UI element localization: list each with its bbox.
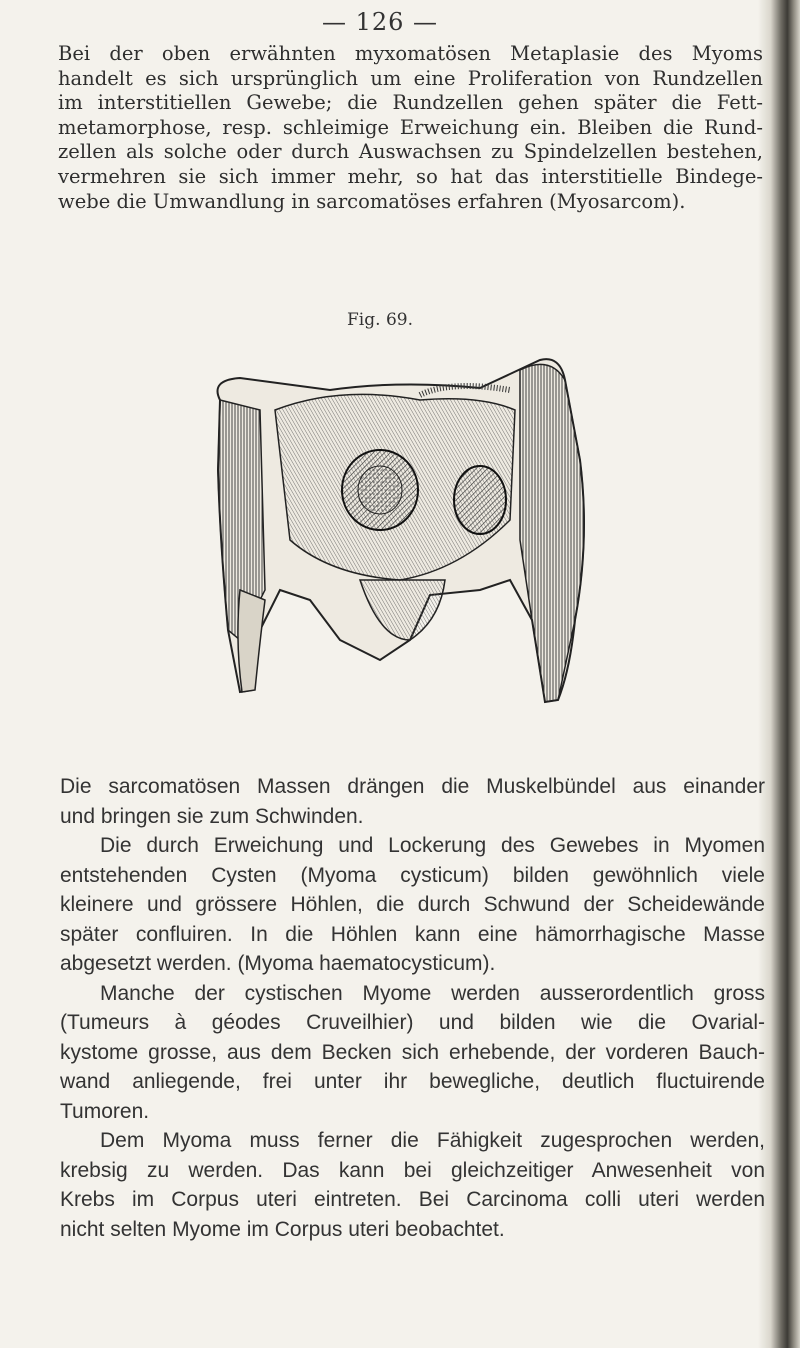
text-line: Tumoren. — [60, 1099, 150, 1123]
main-body-text — [60, 772, 765, 1244]
text-line: später confluiren. In die Höhlen kann eine hämorrhagische Masse — [60, 922, 765, 946]
text-line: vermehren sie sich immer mehr, so hat das interstitielle Bindege- — [58, 164, 763, 188]
text-line: nicht selten Myome im Corpus uteri beobachtet. — [60, 1217, 505, 1241]
text-line: kleinere und grössere Höhlen, die durch Schwund der Scheidewände — [60, 893, 765, 916]
figure-caption: Fig. 69. — [347, 310, 413, 330]
text-line: Die sarcomatösen Massen drängen die Muskelbündel aus einander — [60, 775, 765, 798]
page-number: — 126 — — [321, 8, 439, 36]
text-line: (Tumeurs à géodes Cruveilhier) und bilden wie die Ovarial- — [60, 1011, 765, 1034]
text-line: abgesetzt werden. (Myoma haematocysticum). — [60, 952, 496, 975]
figure-uterus-myoma-illustration — [180, 340, 620, 720]
text-line: und bringen sie zum Schwinden. — [60, 804, 364, 828]
text-line: zellen als solche oder durch Auswachsen zu Spindelzellen bestehen, — [58, 140, 763, 164]
text-line: Dem Myoma muss ferner die Fähigkeit zugesprochen werden, — [100, 1129, 765, 1152]
text-line: webe die Umwandlung in sarcomatöses erfahren (Myosarcom). — [58, 189, 686, 213]
text-line: kystome grosse, aus dem Becken sich erhebende, der vorderen Bauch- — [60, 1040, 765, 1064]
paragraph-myxomatous-metaplasia — [58, 42, 763, 214]
text-line: Bei der oben erwähnten myxomatösen Metaplasie des Myoms — [58, 42, 763, 65]
text-line: krebsig zu werden. Das kann bei gleichzeitiger Anwesenheit von — [60, 1158, 765, 1182]
text-line: entstehenden Cysten (Myoma cysticum) bilden gewöhnlich viele — [60, 863, 765, 887]
text-line: Die durch Erweichung und Lockerung des Gewebes in Myomen — [100, 834, 765, 857]
text-line: Krebs im Corpus uteri eintreten. Bei Carcinoma colli uteri werden — [60, 1188, 765, 1211]
text-line: handelt es sich ursprünglich um eine Proliferation von Rundzellen — [58, 66, 763, 90]
text-line: wand anliegende, frei unter ihr bewegliche, deutlich fluctuirende — [60, 1070, 765, 1093]
text-line: im interstitiellen Gewebe; die Rundzellen gehen später die Fett- — [58, 91, 763, 115]
text-line: metamorphose, resp. schleimige Erweichung ein. Bleiben die Rund- — [58, 115, 763, 139]
text-line: Manche der cystischen Myome werden ausserordentlich gross — [100, 981, 765, 1005]
